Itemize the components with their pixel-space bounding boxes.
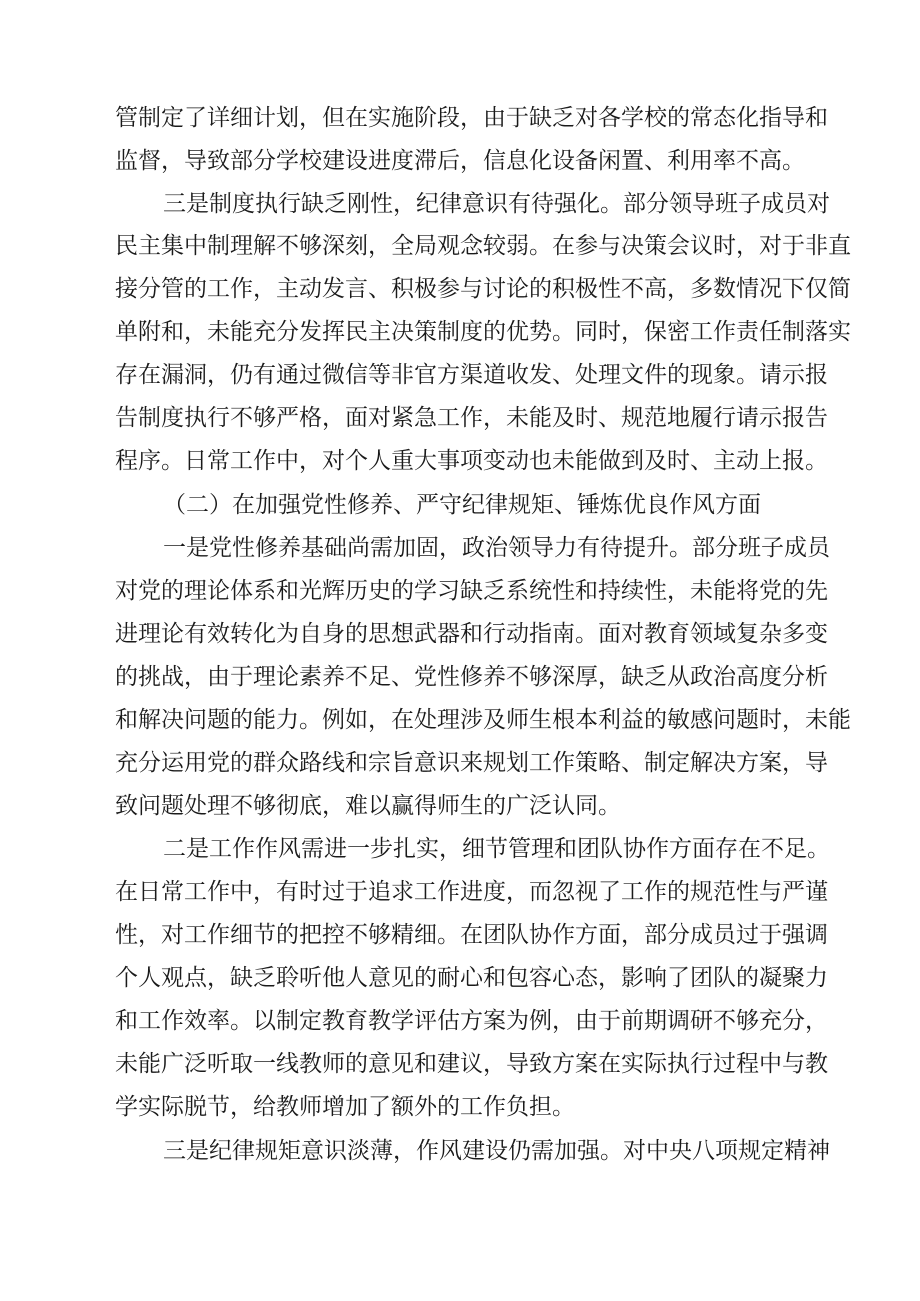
paragraph-line: 三是纪律规矩意识淡薄，作风建设仍需加强。对中央八项规定精神 — [163, 1138, 830, 1164]
paragraph-line: 进理论有效转化为自身的思想武器和行动指南。面对教育领域复杂多变 — [115, 621, 828, 647]
paragraph-line: 三是制度执行缺乏刚性，纪律意识有待强化。部分领导班子成员对 — [163, 191, 830, 217]
paragraph-line: 存在漏洞，仍有通过微信等非官方渠道收发、处理文件的现象。请示报 — [115, 362, 828, 388]
paragraph-line: 未能广泛听取一线教师的意见和建议，导致方案在实际执行过程中与教 — [115, 1051, 828, 1077]
paragraph-line: 和工作效率。以制定教育教学评估方案为例，由于前期调研不够充分， — [115, 1008, 828, 1034]
paragraph-line: 在日常工作中，有时过于追求工作进度，而忽视了工作的规范性与严谨 — [115, 879, 828, 905]
section-heading: （二）在加强党性修养、严守纪律规矩、锤炼优良作风方面 — [163, 492, 761, 518]
paragraph-line: 和解决问题的能力。例如，在处理涉及师生根本利益的敏感问题时，未能 — [115, 707, 851, 733]
paragraph-line: 对党的理论体系和光辉历史的学习缺乏系统性和持续性，未能将党的先 — [115, 578, 828, 604]
paragraph-line: 监督，导致部分学校建设进度滞后，信息化设备闲置、利用率不高。 — [115, 148, 805, 174]
paragraph-line: 接分管的工作，主动发言、积极参与讨论的积极性不高，多数情况下仅简 — [115, 276, 851, 302]
paragraph-line: 致问题处理不够彻底，难以赢得师生的广泛认同。 — [115, 793, 621, 819]
paragraph-line: 单附和，未能充分发挥民主决策制度的优势。同时，保密工作责任制落实 — [115, 319, 851, 345]
paragraph-line: 程序。日常工作中，对个人重大事项变动也未能做到及时、主动上报。 — [115, 448, 828, 474]
paragraph-line: 一是党性修养基础尚需加固，政治领导力有待提升。部分班子成员 — [163, 535, 830, 561]
paragraph-line: 个人观点，缺乏聆听他人意见的耐心和包容心态，影响了团队的凝聚力 — [115, 965, 828, 991]
paragraph-line: 充分运用党的群众路线和宗旨意识来规划工作策略、制定解决方案，导 — [115, 750, 828, 776]
paragraph-line: 告制度执行不够严格，面对紧急工作，未能及时、规范地履行请示报告 — [115, 405, 828, 431]
paragraph-line: 民主集中制理解不够深刻，全局观念较弱。在参与决策会议时，对于非直 — [115, 233, 851, 259]
paragraph-line: 学实际脱节，给教师增加了额外的工作负担。 — [115, 1094, 575, 1120]
paragraph-line: 性，对工作细节的把控不够精细。在团队协作方面，部分成员过于强调 — [115, 922, 828, 948]
paragraph-line: 管制定了详细计划，但在实施阶段，由于缺乏对各学校的常态化指导和 — [115, 105, 828, 131]
paragraph-line: 的挑战，由于理论素养不足、党性修养不够深厚，缺乏从政治高度分析 — [115, 664, 828, 690]
paragraph-line: 二是工作作风需进一步扎实，细节管理和团队协作方面存在不足。 — [163, 836, 830, 862]
